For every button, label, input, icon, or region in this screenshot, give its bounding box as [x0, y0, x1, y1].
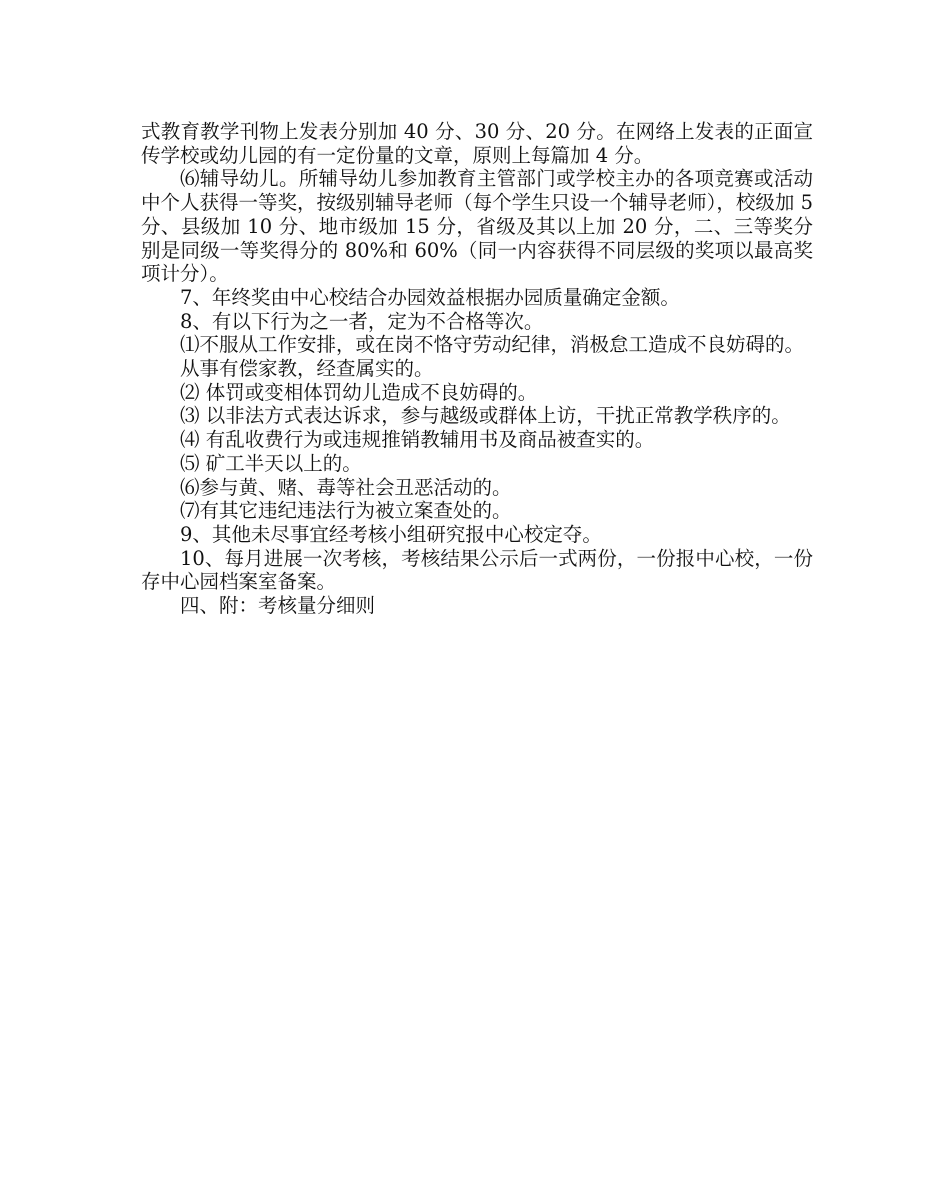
paragraph-year-end-bonus: 7、年终奖由中心校结合办园效益根据办园质量确定金额。: [180, 285, 680, 309]
paragraph-item-6: ⑹参与黄、赌、毒等社会丑恶活动的。: [180, 475, 512, 499]
paragraph-item-4: ⑷ 有乱收费行为或违规推销教辅用书及商品被查实的。: [180, 428, 655, 452]
paragraph-coaching-children: ⑹辅导幼儿。所辅导幼儿参加教育主管部门或学校主办的各项竞赛或活动中个人获得一等奖，按级别辅导老师（每个学生只设一个辅导老师），校级加 5 分、县级加 10 分、地市级加 15 分，省级及其以上加 20 分，二、三等奖分别是同级一等奖得分的 80%和 60%（同一内容获得不同层级的奖项以最高奖项计分）。: [141, 167, 813, 286]
paragraph-item-7: ⑺有其它违纪违法行为被立案查处的。: [180, 499, 512, 523]
paragraph-paid-tutoring: 从事有偿家教，经查属实的。: [180, 357, 434, 381]
paragraph-other-matters: 9、其他未尽事宜经考核小组研究报中心校定夺。: [180, 522, 602, 546]
paragraph-item-3: ⑶ 以非法方式表达诉求，参与越级或群体上访，干扰正常教学秩序的。: [180, 404, 791, 428]
document-body: [141, 120, 813, 618]
paragraph-monthly-assessment: 10、每月进展一次考核，考核结果公示后一式两份，一份报中心校，一份存中心园档案室备案。: [141, 546, 813, 594]
paragraph-item-5: ⑸ 矿工半天以上的。: [180, 451, 362, 475]
paragraph-publication-points: 式教育教学刊物上发表分别加 40 分、30 分、20 分。在网络上发表的正面宣传学校或幼儿园的有一定份量的文章，原则上每篇加 4 分。: [141, 120, 813, 167]
paragraph-item-2: ⑵ 体罚或变相体罚幼儿造成不良妨碍的。: [180, 380, 538, 404]
section-heading-appendix: 四、附：考核量分细则: [180, 594, 376, 618]
paragraph-item-1: ⑴不服从工作安排，或在岗不恪守劳动纪律，消极怠工造成不良妨碍的。: [180, 333, 805, 357]
paragraph-unqualified-grade: 8、有以下行为之一者，定为不合格等次。: [180, 309, 544, 333]
